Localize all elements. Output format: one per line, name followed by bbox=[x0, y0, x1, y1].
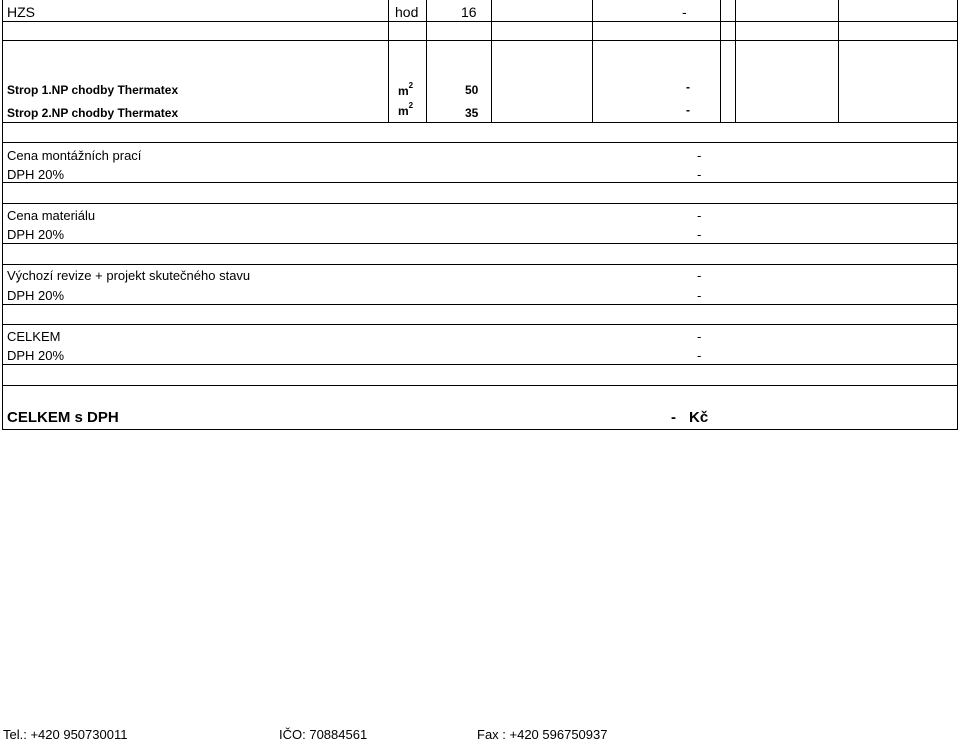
grid-line bbox=[2, 304, 958, 305]
summary-value: - bbox=[697, 268, 702, 283]
grid-line bbox=[2, 122, 3, 430]
grid-line bbox=[2, 324, 958, 325]
grid-line bbox=[957, 0, 958, 430]
summary-label: Výchozí revize + projekt skutečného stavu bbox=[7, 268, 251, 283]
footer-ico: IČO: 70884561 bbox=[279, 727, 368, 742]
grid-line bbox=[491, 0, 492, 122]
grid-line bbox=[2, 243, 958, 244]
grid-line bbox=[2, 203, 958, 204]
item-name: Strop 2.NP chodby Thermatex bbox=[7, 106, 179, 120]
grid-line bbox=[720, 0, 721, 122]
summary-label: Cena montážních prací bbox=[7, 148, 142, 163]
grid-line bbox=[592, 0, 593, 122]
grid-line bbox=[388, 0, 389, 122]
summary-label: Cena materiálu bbox=[7, 208, 96, 223]
total-currency: Kč bbox=[689, 409, 709, 426]
grid-line bbox=[2, 142, 958, 143]
item-price: - bbox=[686, 80, 690, 94]
grid-line bbox=[838, 0, 839, 122]
item-qty: 35 bbox=[465, 106, 479, 120]
grid-line bbox=[2, 122, 958, 123]
hzs-price: - bbox=[682, 4, 687, 20]
footer-fax: Fax : +420 596750937 bbox=[477, 727, 608, 742]
summary-label: DPH 20% bbox=[7, 288, 65, 303]
item-name: Strop 1.NP chodby Thermatex bbox=[7, 83, 179, 97]
grid-line bbox=[2, 364, 958, 365]
item-price: - bbox=[686, 103, 690, 117]
item-unit: $m^2$ bbox=[398, 101, 414, 118]
summary-label: DPH 20% bbox=[7, 167, 65, 182]
total-value: - bbox=[671, 409, 676, 426]
summary-label: CELKEM bbox=[7, 329, 61, 344]
summary-value: - bbox=[697, 227, 702, 242]
grid-line bbox=[2, 0, 3, 122]
grid-line bbox=[2, 385, 958, 386]
grid-line bbox=[2, 182, 958, 183]
grid-line bbox=[735, 0, 736, 122]
hzs-unit: hod bbox=[395, 4, 419, 20]
grid-line bbox=[2, 40, 958, 41]
summary-label: DPH 20% bbox=[7, 227, 65, 242]
summary-value: - bbox=[697, 329, 702, 344]
footer-tel: Tel.: +420 950730011 bbox=[3, 727, 128, 742]
grid-line bbox=[2, 21, 958, 22]
summary-value: - bbox=[697, 208, 702, 223]
hzs-label: HZS bbox=[7, 4, 35, 20]
summary-value: - bbox=[697, 348, 702, 363]
grid-line bbox=[426, 0, 427, 122]
hzs-qty: 16 bbox=[461, 4, 477, 20]
summary-value: - bbox=[697, 288, 702, 303]
grid-line bbox=[2, 264, 958, 265]
summary-value: - bbox=[697, 167, 702, 182]
grid-line bbox=[2, 429, 958, 430]
summary-label: DPH 20% bbox=[7, 348, 65, 363]
summary-value: - bbox=[697, 148, 702, 163]
item-qty: 50 bbox=[465, 83, 479, 97]
item-unit: $m^2$ bbox=[398, 81, 414, 98]
total-label: CELKEM s DPH bbox=[7, 409, 119, 426]
